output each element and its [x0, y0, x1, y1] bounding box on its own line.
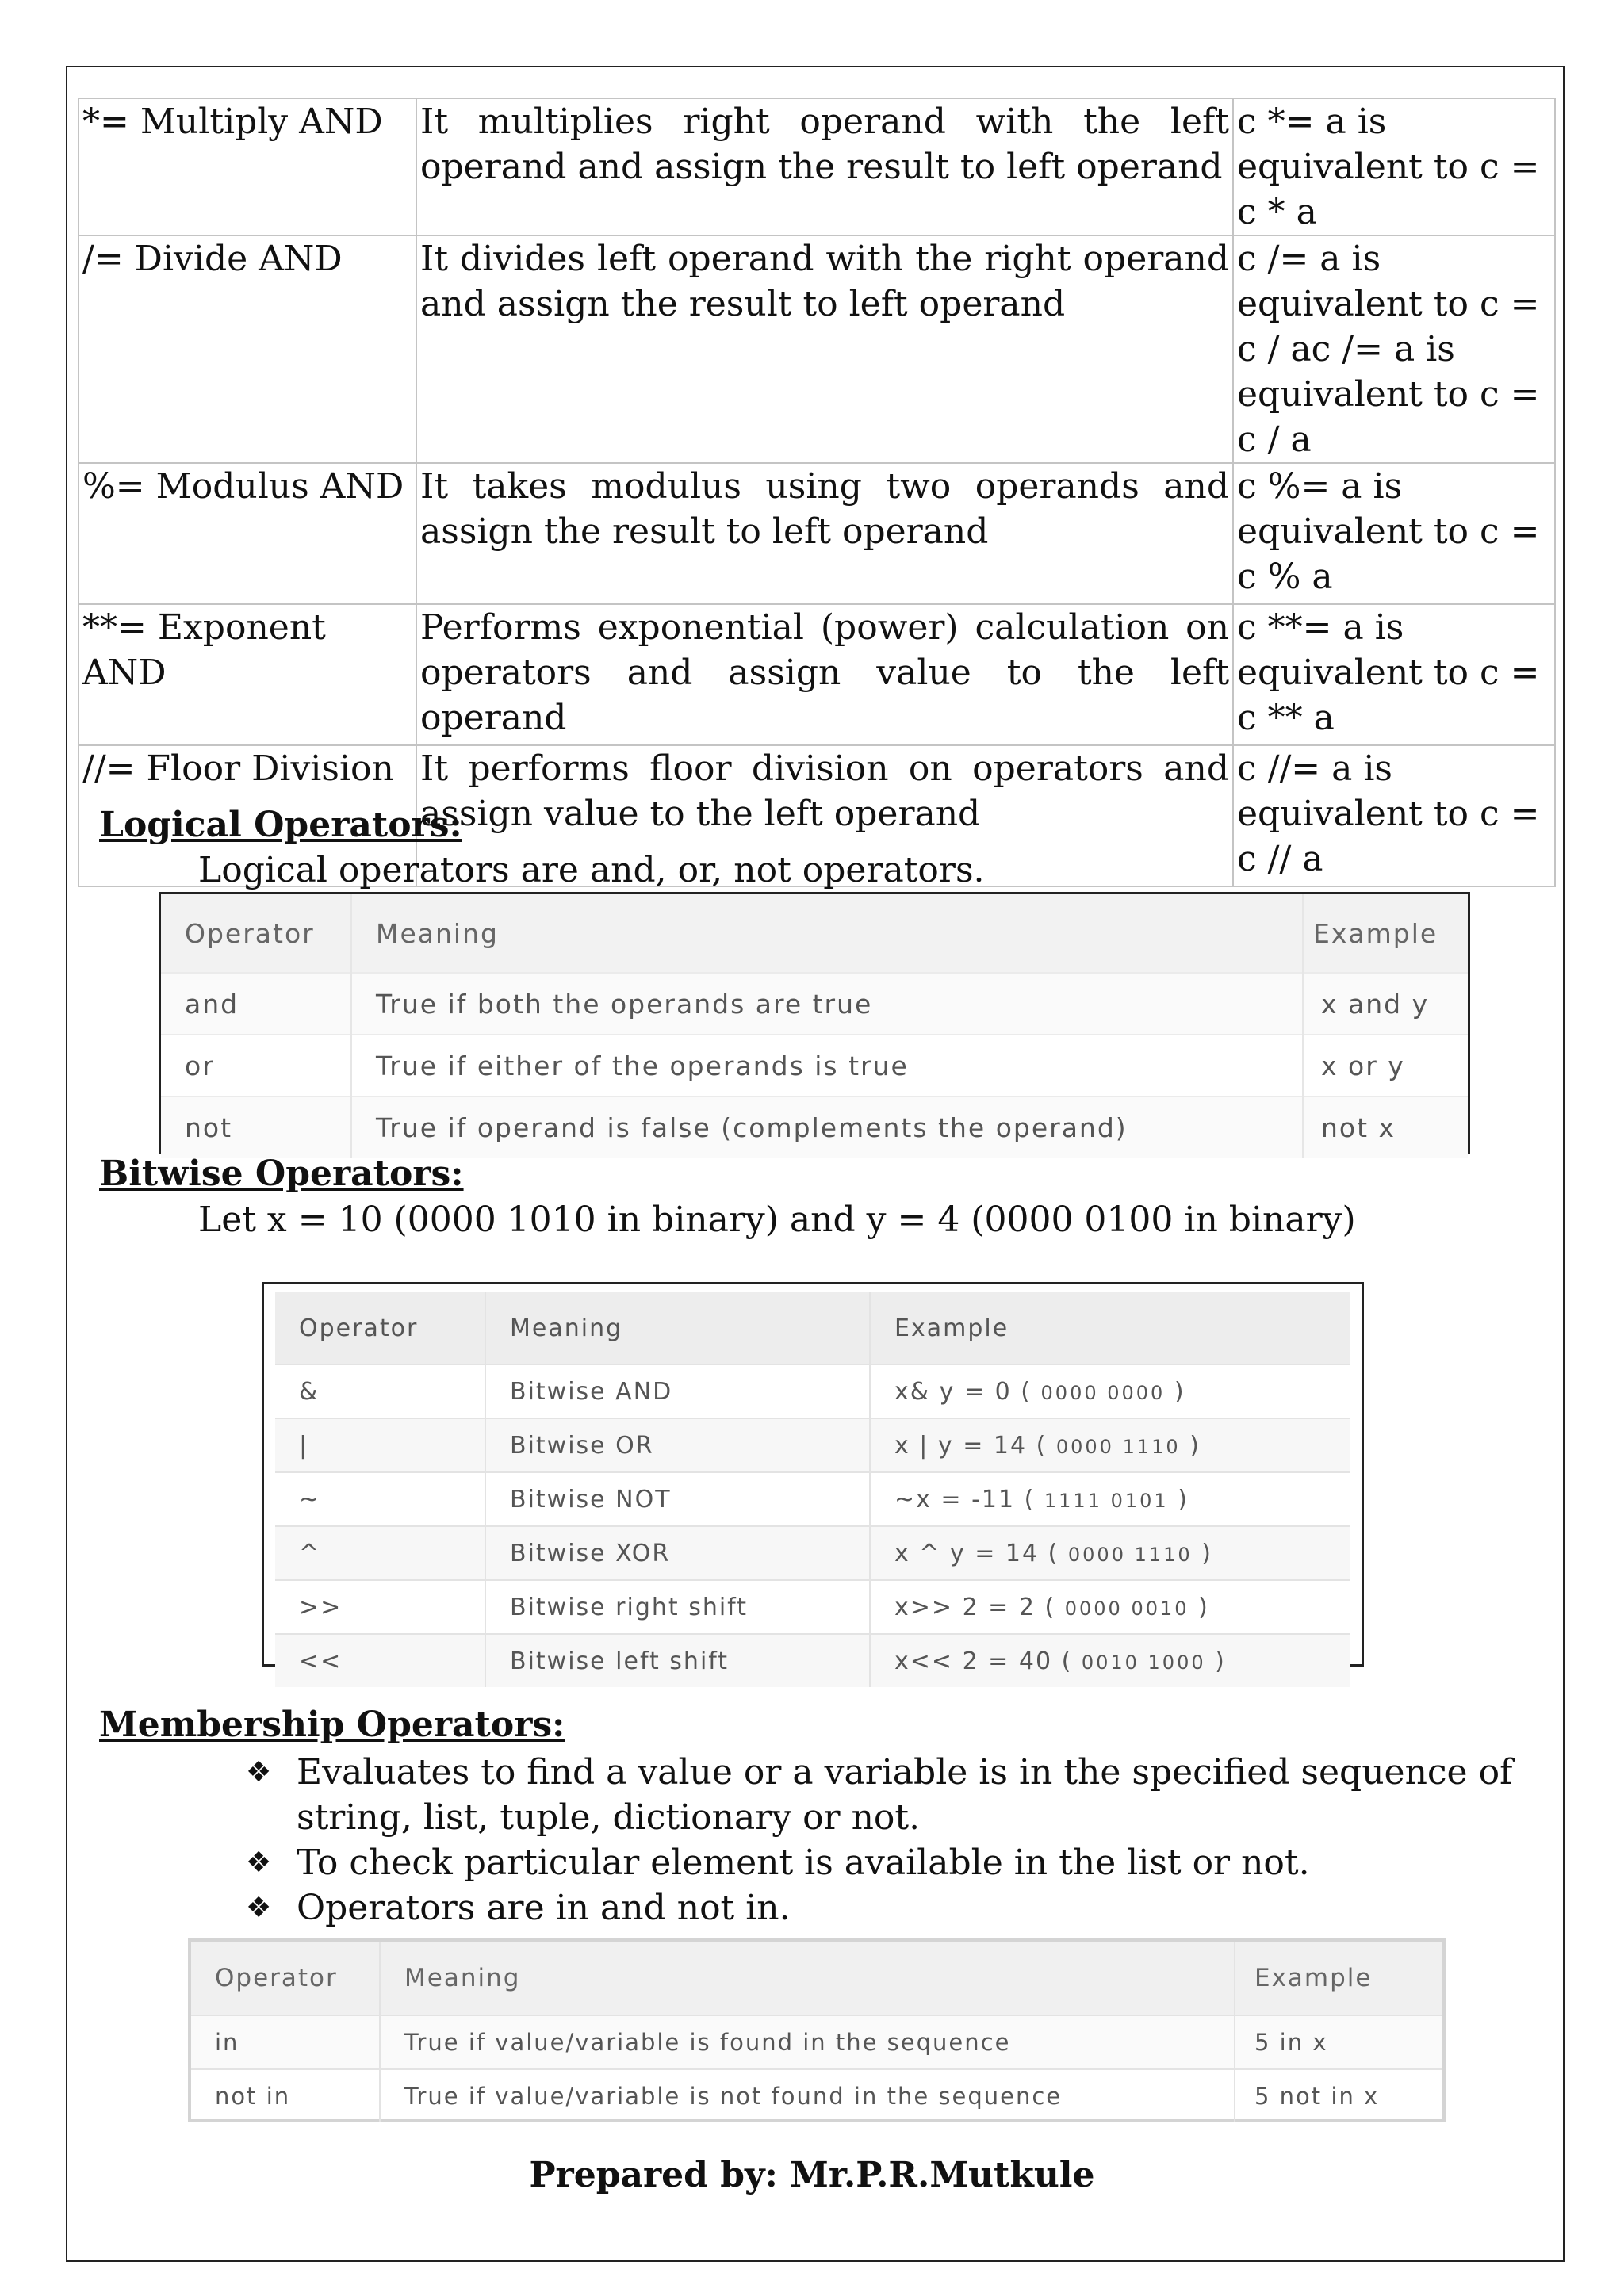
meaning-cell: Bitwise XOR	[485, 1526, 870, 1580]
bitwise-operators-table	[262, 1282, 1364, 1675]
description-cell: It takes modulus using two operands and assign the result to left operand	[416, 463, 1233, 604]
example-cell: c *= a is equivalent to c = c * a	[1233, 98, 1555, 235]
operator-cell: and	[161, 973, 351, 1035]
example-cell	[870, 1472, 1350, 1526]
example-cell: c /= a is equivalent to c = c / ac /= a is equivalent to c = c / a	[1233, 235, 1555, 463]
table-header-row	[191, 1942, 1442, 2015]
bullet-text: To check particular element is available in the list or not.	[297, 1843, 1310, 1883]
operator-cell: <<	[275, 1634, 485, 1687]
diamond-bullet-icon: ❖	[246, 1846, 272, 1879]
example-cell: x or y	[1303, 1035, 1468, 1096]
example-bits: 0010 1000	[1081, 1651, 1206, 1674]
list-item	[246, 1885, 1554, 1931]
operator-cell: >>	[275, 1580, 485, 1634]
table-header-row	[275, 1292, 1350, 1364]
logical-operators-intro: Logical operators are and, or, not operators.	[198, 850, 985, 890]
operator-cell: //= Floor Division	[79, 745, 416, 886]
example-close: )	[1174, 1377, 1185, 1406]
header-operator: Operator	[191, 1942, 380, 2015]
meaning-cell: True if operand is false (complements the operand)	[351, 1096, 1303, 1158]
example-cell: x and y	[1303, 973, 1468, 1035]
operator-cell: not in	[191, 2069, 380, 2122]
operator-cell: not	[161, 1096, 351, 1158]
operator-cell: **= Exponent AND	[79, 604, 416, 745]
operator-cell: or	[161, 1035, 351, 1096]
bitwise-operators-intro: Let x = 10 (0000 1010 in binary) and y = 4 (0000 0100 in binary)	[198, 1200, 1356, 1240]
example-cell: c //= a is equivalent to c = c // a	[1233, 745, 1555, 886]
description-cell: It multiplies right operand with the left operand and assign the result to left operand	[416, 98, 1233, 235]
meaning-cell: Bitwise right shift	[485, 1580, 870, 1634]
table-row	[191, 2015, 1442, 2069]
header-operator: Operator	[161, 894, 351, 973]
example-expression: x& y = 0 (	[894, 1377, 1032, 1406]
example-close: )	[1189, 1431, 1201, 1460]
example-cell: not x	[1303, 1096, 1468, 1158]
bullet-text: Evaluates to find a value or a variable is in the specified sequence of string, list, tuple, dictionary or not.	[297, 1752, 1513, 1838]
example-bits: 1111 0101	[1044, 1489, 1169, 1512]
table-row	[191, 2069, 1442, 2122]
bitwise-operators-heading: Bitwise Operators:	[99, 1154, 464, 1194]
example-cell: c **= a is equivalent to c = c ** a	[1233, 604, 1555, 745]
table-row	[275, 1364, 1350, 1418]
example-bits: 0000 1110	[1067, 1543, 1193, 1566]
example-close: )	[1201, 1539, 1212, 1567]
meaning-cell: True if both the operands are true	[351, 973, 1303, 1035]
meaning-cell: True if value/variable is found in the sequence	[380, 2015, 1235, 2069]
example-expression: ~x = -11 (	[894, 1485, 1036, 1513]
table-row	[79, 235, 1555, 463]
example-cell	[870, 1580, 1350, 1634]
description-cell: Performs exponential (power) calculation on operators and assign value to the left operand	[416, 604, 1233, 745]
example-cell: c %= a is equivalent to c = c % a	[1233, 463, 1555, 604]
logical-operators-heading: Logical Operators:	[99, 805, 462, 845]
table-row	[79, 463, 1555, 604]
header-example: Example	[870, 1292, 1350, 1364]
logical-operators-table	[159, 892, 1470, 1154]
example-bits: 0000 0000	[1040, 1381, 1166, 1404]
table-row	[275, 1580, 1350, 1634]
example-cell	[870, 1634, 1350, 1687]
description-cell: It performs floor division on operators and assign value to the left operand	[416, 745, 1233, 886]
membership-operators-heading: Membership Operators:	[99, 1705, 565, 1745]
header-meaning: Meaning	[380, 1942, 1235, 2015]
header-meaning: Meaning	[485, 1292, 870, 1364]
header-example: Example	[1235, 1942, 1442, 2015]
example-cell	[870, 1526, 1350, 1580]
operator-cell: ^	[275, 1526, 485, 1580]
example-cell	[870, 1364, 1350, 1418]
example-close: )	[1178, 1485, 1189, 1513]
example-close: )	[1215, 1647, 1226, 1675]
example-cell: 5 not in x	[1235, 2069, 1442, 2122]
example-expression: x ^ y = 14 (	[894, 1539, 1059, 1567]
table-header-row	[161, 894, 1468, 973]
bullet-text: Operators are in and not in.	[297, 1888, 791, 1928]
operator-cell: %= Modulus AND	[79, 463, 416, 604]
prepared-by-footer: Prepared by: Mr.P.R.Mutkule	[529, 2155, 1095, 2195]
table-row	[79, 604, 1555, 745]
header-example: Example	[1303, 894, 1468, 973]
meaning-cell: Bitwise OR	[485, 1418, 870, 1472]
operator-cell: /= Divide AND	[79, 235, 416, 463]
meaning-cell: Bitwise left shift	[485, 1634, 870, 1687]
operator-cell: *= Multiply AND	[79, 98, 416, 235]
table-row	[161, 973, 1468, 1035]
membership-operators-table	[188, 1938, 1446, 2122]
example-bits: 0000 1110	[1055, 1435, 1181, 1458]
table-row	[275, 1526, 1350, 1580]
diamond-bullet-icon: ❖	[246, 1892, 272, 1924]
diamond-bullet-icon: ❖	[246, 1756, 272, 1789]
operator-cell: |	[275, 1418, 485, 1472]
meaning-cell: Bitwise NOT	[485, 1472, 870, 1526]
meaning-cell: Bitwise AND	[485, 1364, 870, 1418]
operator-cell: &	[275, 1364, 485, 1418]
example-bits: 0000 0010	[1064, 1597, 1189, 1620]
description-cell: It divides left operand with the right operand and assign the result to left operand	[416, 235, 1233, 463]
table-row	[161, 1035, 1468, 1096]
header-operator: Operator	[275, 1292, 485, 1364]
table-row	[275, 1418, 1350, 1472]
meaning-cell: True if value/variable is not found in the sequence	[380, 2069, 1235, 2122]
list-item	[246, 1840, 1554, 1885]
table-row	[161, 1096, 1468, 1158]
example-close: )	[1198, 1593, 1209, 1621]
example-expression: x | y = 14 (	[894, 1431, 1048, 1460]
header-meaning: Meaning	[351, 894, 1303, 973]
table-row	[275, 1472, 1350, 1526]
operator-cell: in	[191, 2015, 380, 2069]
list-item	[246, 1750, 1554, 1840]
table-row	[275, 1634, 1350, 1687]
example-cell: 5 in x	[1235, 2015, 1442, 2069]
table-row	[79, 98, 1555, 235]
membership-bullet-list	[246, 1750, 1554, 1931]
example-expression: x<< 2 = 40 (	[894, 1647, 1073, 1675]
meaning-cell: True if either of the operands is true	[351, 1035, 1303, 1096]
example-expression: x>> 2 = 2 (	[894, 1593, 1056, 1621]
example-cell	[870, 1418, 1350, 1472]
operator-cell: ~	[275, 1472, 485, 1526]
assignment-operators-table	[78, 98, 1556, 887]
